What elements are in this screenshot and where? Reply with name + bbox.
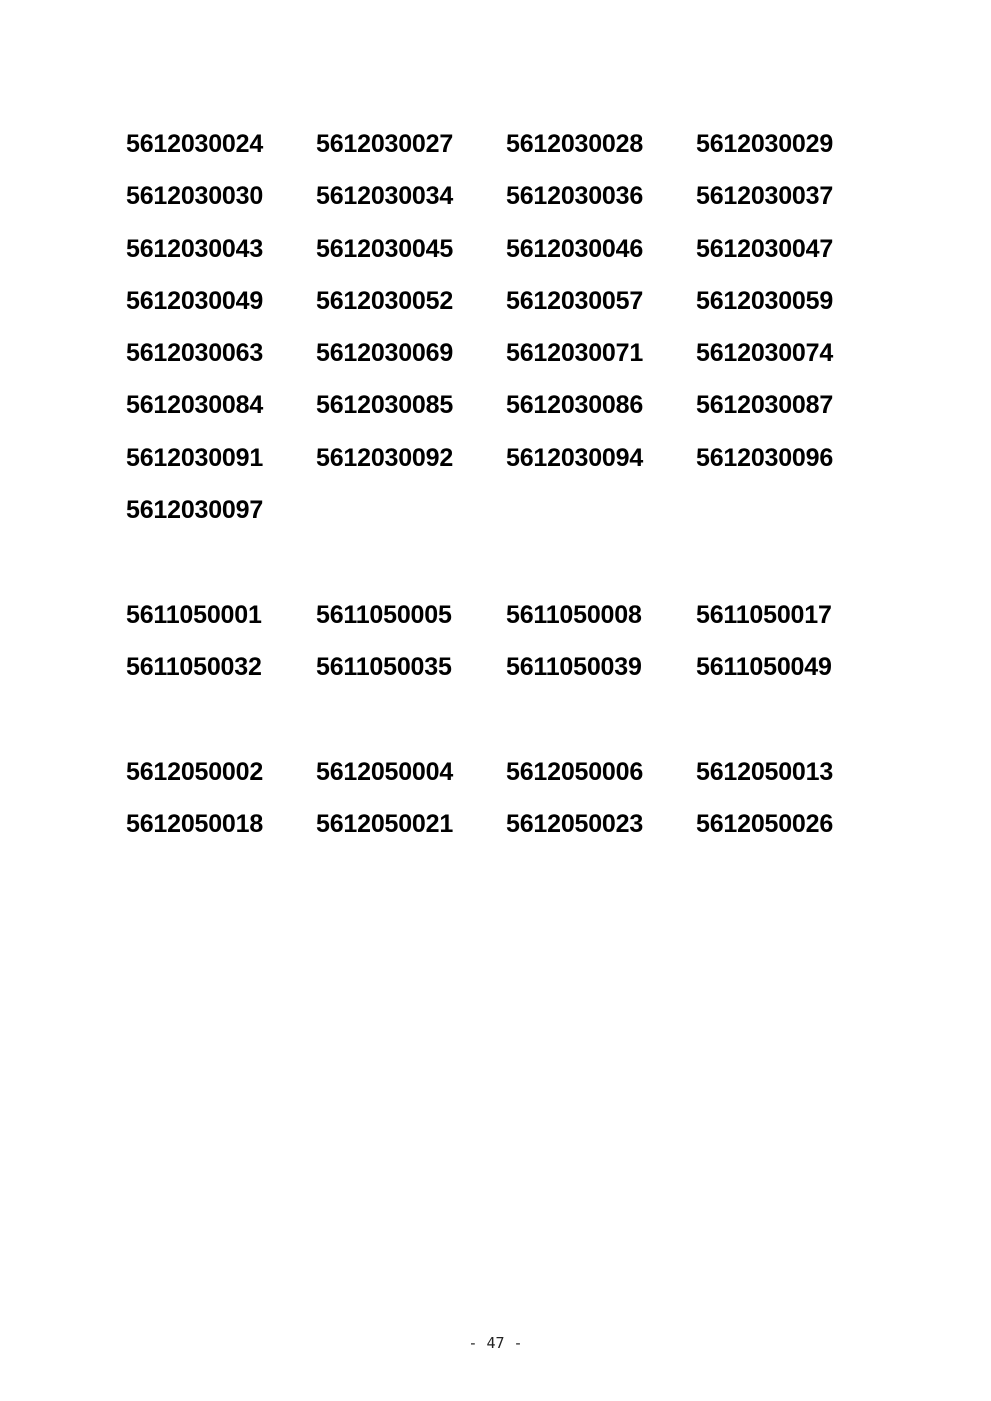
number-row	[126, 600, 886, 652]
registration-number: 5612030028	[506, 130, 644, 158]
registration-number: 5611050008	[506, 601, 642, 629]
registration-number: 5612030052	[316, 286, 454, 315]
registration-number: 5612050006	[506, 758, 644, 786]
registration-number: 5612030084	[126, 391, 264, 420]
registration-number: 5612030092	[316, 443, 454, 472]
registration-number: 5612050004	[316, 758, 454, 786]
registration-number: 5611050039	[506, 653, 642, 682]
registration-number: 5611050049	[696, 653, 832, 682]
registration-number: 5612030046	[506, 234, 644, 263]
registration-number: 5612030045	[316, 234, 454, 263]
registration-number: 5612030049	[126, 286, 264, 315]
number-group-1	[126, 129, 886, 547]
registration-number: 5612030086	[506, 391, 644, 420]
registration-number: 5612050023	[506, 810, 644, 839]
number-row	[126, 809, 886, 861]
registration-number: 5612050018	[126, 810, 264, 839]
number-row	[126, 390, 886, 442]
number-row	[126, 234, 886, 286]
registration-number: 5612050021	[316, 810, 454, 839]
registration-number: 5612030071	[506, 339, 644, 368]
registration-number: 5611050032	[126, 653, 262, 682]
number-row	[126, 495, 886, 547]
registration-number: 5612030036	[506, 182, 644, 211]
number-row	[126, 286, 886, 338]
registration-number: 5612050026	[696, 810, 834, 839]
number-row	[126, 443, 886, 495]
registration-number: 5612030030	[126, 182, 264, 211]
registration-number: 5612030027	[316, 130, 454, 158]
registration-number: 5611050017	[696, 601, 832, 629]
registration-number: 5612030059	[696, 286, 834, 315]
number-row	[126, 181, 886, 233]
registration-number: 5612030043	[126, 234, 264, 263]
number-row	[126, 757, 886, 809]
registration-number: 5612030063	[126, 339, 264, 368]
number-row	[126, 129, 886, 181]
registration-number: 5612030097	[126, 496, 264, 525]
registration-number: 5612030057	[506, 286, 644, 315]
registration-number: 5611050005	[316, 601, 452, 629]
registration-number: 5612030037	[696, 182, 834, 211]
registration-number: 5612030029	[696, 130, 834, 158]
registration-number: 5612030024	[126, 130, 264, 158]
registration-number: 5612030069	[316, 339, 454, 368]
registration-number: 5612050013	[696, 758, 834, 786]
registration-number: 5612030096	[696, 443, 834, 472]
registration-number: 5612030094	[506, 443, 644, 472]
registration-number: 5612030085	[316, 391, 454, 420]
registration-number: 5612050002	[126, 758, 264, 786]
registration-number: 5612030087	[696, 391, 834, 420]
registration-number: 5612030074	[696, 339, 834, 368]
page-number: - 47 -	[468, 1334, 523, 1352]
number-row	[126, 338, 886, 390]
number-group-3	[126, 757, 886, 862]
registration-number: 5611050035	[316, 653, 452, 682]
registration-number: 5612030034	[316, 182, 454, 211]
registration-number: 5612030047	[696, 234, 834, 263]
registration-number: 5611050001	[126, 601, 262, 629]
number-group-2	[126, 600, 886, 705]
number-row	[126, 652, 886, 704]
registration-number: 5612030091	[126, 443, 264, 472]
